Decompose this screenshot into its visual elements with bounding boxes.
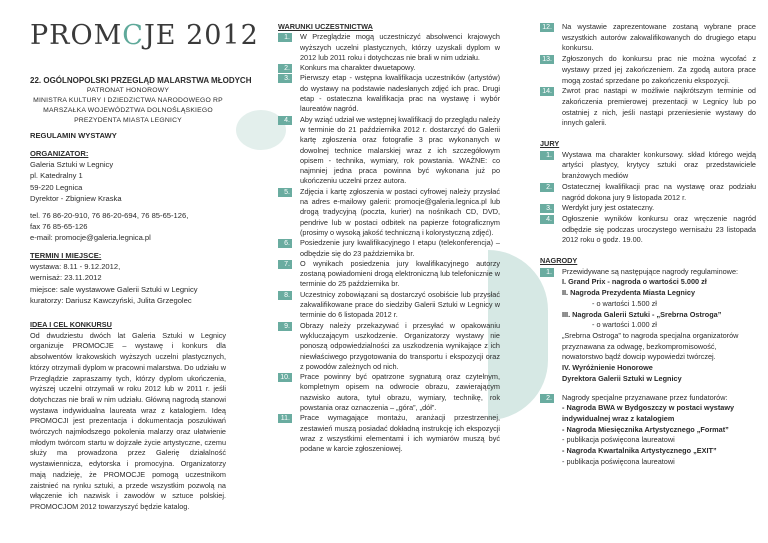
item-text: Ogłoszenie wyników konkursu oraz wręczenie nagród odbędzie się podczas uroczystego wernisażu 23 listopada 2012 roku o godz. 19.00. (562, 213, 756, 245)
condition-item-1 (540, 22, 756, 54)
prizes-heading: NAGRODY (540, 256, 578, 266)
condition-item-4 (278, 115, 500, 187)
item-text: Uczestnicy zobowiązani są dostarczyć osobiście lub przysłać zakwalifikowane prace do siedziby Galerii Sztuki w Legnicy w terminie do 6 listopada 2012 r. (300, 289, 500, 320)
condition-item-6 (278, 238, 500, 259)
conditions-list (278, 22, 500, 454)
column-left (0, 0, 259, 543)
item-text: Prace wymagające montażu, aranżacji przestrzennej, zestawień muszą posiadać dokładną instrukcję ich ekspozycji wraz z wszystkimi elementami i ich wymiarów muszą być podane w karcie zgłoszeniowej. (300, 413, 500, 454)
event-title: 22. OGÓLNOPOLSKI PRZEGLĄD MALARSTWA MŁODYCH (30, 76, 252, 85)
prize-item-2: 2. Nagrody specjalne przyznawane przez fundatorów: - Nagroda BWA w Bydgoszczy w postaci wystawy indywidualnej wraz z katalogiem - Nagroda Miesięcznika Artystycznego „Format” - publikacja poświęcona laureatowi - Nagroda Kwartalnika Artystycznego „EXIT” - publikacja poświęcona laureatowi (540, 393, 756, 468)
prize-item-1: 1. Przewidywane są następujące nagrody regulaminowe: I. Grand Prix - nagroda o wartości 5.000 zł II. Nagroda Prezydenta Miasta Legnicy - o wartości 1.500 zł III. Nagroda Galerii Sztuki - „Srebrna Ostroga” - o wartości 1.000 zł „Srebrna Ostroga” to nagroda specjalna organizatorów przyznawana za odwagę, bezkompromisowość, nowatorstwo bądź dowcip wypowiedzi twórczej. IV. Wyróżnienie Honorowe Dyrektora Galerii Sztuki w Legnicy (540, 267, 756, 385)
item-number: 11. (278, 414, 292, 423)
item-text: Prace powinny być opatrzone sygnaturą oraz czytelnym, kompletnym opisem na odwrocie obrazu, zawierającym nazwisko autora, tytuł obrazu, wymiary, technikę, rok powstania oraz oznaczenia – „góra”, „dół”. (300, 372, 500, 412)
item-number: 3. (540, 204, 554, 213)
item-text: O wynikach posiedzenia jury kwalifikacyjnego autorzy zostaną powiadomieni drogą elektroniczną lub telefonicznie w terminie do 25 października br. (300, 258, 500, 289)
item-number: 4. (278, 116, 292, 125)
item-text: Posiedzenie jury kwalifikacyjnego I etapu (telekonferencja) – odbędzie się do 23 października br. (300, 238, 500, 258)
item-text: Zgłoszonych do konkursu prac nie można wycofać z wystawy przed jej zakończeniem. Za zgodą autora prace mogą zostać sprzedane po zakończeniu ekspozycji. (562, 54, 756, 85)
item-number: 1. (278, 33, 292, 42)
item-number: 12. (540, 23, 554, 32)
item-number: 6. (278, 239, 292, 248)
jury-item-1 (540, 150, 756, 182)
item-text: Ostatecznej kwalifikacji prac na wystawę oraz podziału nagród dokona jury 9 listopada 2012 r. (562, 181, 756, 202)
item-text: Wystawa ma charakter konkursowy. skład którego wejdą artyści plastycy, krytycy sztuki oraz przedstawiciele branżowych mediów (562, 149, 756, 181)
condition-item-8 (278, 290, 500, 321)
item-number: 8. (278, 291, 292, 300)
item-number: 14. (540, 87, 554, 96)
item-text: W Przeglądzie mogą uczestniczyć absolwenci krajowych wyższych uczelni plastycznych, którzy uzyskali dyplom w 2012 lub 2011 roku i dotychczas nie brali w nim udziału. (300, 32, 500, 62)
condition-item-9 (278, 321, 500, 372)
term-block: TERMIN I MIEJSCE: wystawa: 8.11 - 9.12.2012, wernisaż: 23.11.2012 miejsce: sale wystawowe Galerii Sztuki w Legnicy kuratorzy: Dariusz Kawczyński, Julita Grzegolec (30, 251, 198, 305)
jury-item-4 (540, 214, 756, 246)
item-number: 13. (540, 55, 554, 64)
item-number: 7. (278, 260, 292, 269)
condition-item-10 (278, 372, 500, 413)
item-number: 10. (278, 373, 292, 382)
jury-heading: JURY (540, 139, 560, 149)
column-right (512, 0, 768, 543)
contact-block: tel. 76 86-20-910, 76 86-20-694, 76 85-65-126, fax 76 85-65-126 e-mail: promocje@galeria.legnica.pl (30, 211, 189, 243)
item-number: 2. (540, 183, 554, 192)
idea-block: IDEA I CEL KONKURSU Od dwudziestu dwóch lat Galeria Sztuki w Legnicy organizuje PROMOCJE – wystawę i konkurs dla absolwentów krakowskich wyższych uczelni plastycznych, którzy otrzymali dyplom w pracowni malarstwa. Do udziału w Przeglądzie zapraszamy tych, którzy dyplom ukończenia, wyższej uczelni otrzymali w roku 2012 lub w 2011 r. jeśli dotychczas nie brali w nim udziału. Główną nagrodą stanowi wystawa indywidualna laureata wraz z katalogiem. Ideą PROMOCJI jest prezentacja i dokumentacja poszukiwań twórczych najmłodszego pokolenia malarzy oraz ułatwienie młodym twórcom startu w dojrzałe życie artystyczne, czemu służy ma prowadzona przez Galerię działalność wystawiennicza, edytorska i promocyjna. Organizatorzy mają nadzieję, że PROMOCJE pomogą uczestnikom zaistnieć na rynku sztuki, a przede wszystkim pozwolą na włączenie ich nazwisk i zawodów w sztuce polskiej. PROMOCJOM 2012 towarzyszyć będzie katalog. (30, 320, 226, 511)
condition-item-3 (278, 73, 500, 114)
item-text: Werdykt jury jest ostateczny. (562, 203, 655, 213)
condition-item-7 (278, 259, 500, 290)
patronage: PATRONAT HONOROWY MINISTRA KULTURY I DZIEDZICTWA NARODOWEGO RP MARSZAŁKA WOJEWÓDZTWA DOLNOŚLĄSKIEGO PREZYDENTA MIASTA LEGNICY (33, 87, 223, 124)
item-text: Obrazy należy przekazywać i przesyłać w opakowaniu wykluczającym uszkodzenie. Organizatorzy wystawy nie ponoszą odpowiedzialności za uszkodzenia wynikające z ich niewłaściwego przygotowania do transportu i ekspozycji oraz z powodów zależnych od nich. (300, 320, 500, 371)
condition-item-3 (540, 86, 756, 129)
condition-item-2 (278, 63, 500, 73)
item-text: Pierwszy etap - wstępna kwalifikacja uczestników (artystów) do wystawy na podstawie nadesłanych zdjęć ich prac. Drugi etap - ostateczna kwalifikacja prac na wystawę i wybór laureatów nagród. (300, 73, 500, 114)
item-number: 2. (278, 64, 292, 73)
item-text: Zdjęcia i kartę zgłoszenia w postaci cyfrowej należy przysłać na adres e-mailowy galerii: promocje@galeria.legnica.pl lub drogą tradycyjną (poczta, kurier) na nośnikach CD, DVD, pendrive lub w postaci odbitek na papierze fotograficznym (prosimy o wysoką jakość techniczną i kolorystyczną zdjęć). (300, 186, 500, 237)
item-text: Konkurs ma charakter dwuetapowy. (300, 63, 416, 73)
jury-item-2 (540, 182, 756, 203)
jury-item-3 (540, 203, 756, 214)
item-text: Na wystawie zaprezentowane zostaną wybrane prace wszystkich autorów zakwalifikowanych do drugiego etapu konkursu. (562, 22, 756, 53)
condition-item-5 (278, 187, 500, 238)
conditions-heading: WARUNKI UCZESTNICTWA (278, 22, 373, 31)
item-number: 4. (540, 215, 554, 224)
condition-item-2 (540, 54, 756, 86)
item-text: Zwrot prac nastąpi w możliwie najkrótszym terminie od zakończenia premierowej prezentacji w Legnicy lub po ostatniej z nich, jeśli nastąpi przeniesienie wystawy do innych galerii. (562, 86, 756, 128)
regulations-heading: REGULAMIN WYSTAWY (30, 131, 117, 140)
column-middle (258, 0, 510, 543)
item-text: Aby wziąć udział we wstępnej kwalifikacji do przeglądu należy w terminie do 21 października 2012 r. dostarczyć do Galerii kartę zgłoszenia oraz fotografie 3 prac wykonanych w dowolnej technice malarskiej wraz z ich szczegółowym opisem - technika, wymiary, rok powstania. WAŻNE: co najmniej jedna praca powinna być wykonana już po ukończeniu uczelni przez autora. (300, 114, 500, 186)
item-number: 3. (278, 74, 292, 83)
condition-item-1 (278, 32, 500, 63)
item-number: 5. (278, 188, 292, 197)
item-number: 1. (540, 151, 554, 160)
condition-item-11 (278, 413, 500, 454)
promocje-logo: PROMCJE 2012 (30, 20, 259, 51)
item-number: 9. (278, 322, 292, 331)
organizer-block: ORGANIZATOR: Galeria Sztuki w Legnicy pl. Katedralny 1 59-220 Legnica Dyrektor - Zbigniew Kraska (30, 149, 122, 203)
rules-list-continued (540, 22, 756, 467)
